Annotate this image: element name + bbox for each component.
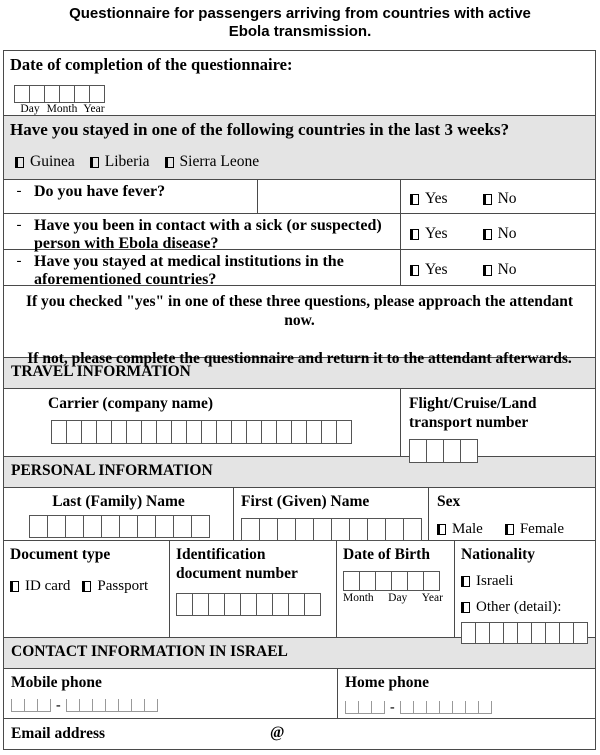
medical-question: Have you stayed at medical institutions in the aforementioned countries? (34, 253, 344, 288)
contact-sick-question-row (4, 213, 595, 252)
questionnaire-form (3, 50, 596, 750)
box-cell[interactable] (256, 593, 273, 616)
box-cell[interactable] (461, 622, 476, 644)
dob-label: Date of Birth (343, 546, 430, 563)
contact-section-header: CONTACT INFORMATION IN ISRAEL (4, 637, 595, 668)
box-cell[interactable] (51, 420, 67, 444)
carrier-cell (4, 389, 401, 456)
home-number-boxes[interactable] (400, 701, 492, 714)
date-section-label: Date of completion of the questionnaire: (10, 55, 293, 74)
email-input-area[interactable] (124, 722, 264, 746)
last-name-cell (4, 488, 234, 540)
box-cell[interactable] (74, 85, 90, 103)
fever-answer-cell (401, 180, 595, 213)
israeli-checkbox[interactable] (461, 576, 470, 587)
box-cell[interactable] (385, 518, 404, 541)
box-cell[interactable] (559, 622, 574, 644)
liberia-option (90, 153, 150, 171)
box-cell[interactable] (400, 701, 414, 714)
box-cell[interactable] (155, 515, 174, 538)
fever-bullet: - (16, 183, 22, 199)
last-name-label: Last (Family) Name (52, 493, 185, 510)
medical-no-option (483, 255, 517, 285)
contact-sick-yes-option (410, 219, 448, 249)
box-cell[interactable] (191, 515, 210, 538)
box-cell[interactable] (452, 701, 466, 714)
box-cell[interactable] (261, 420, 277, 444)
box-cell[interactable] (79, 699, 93, 712)
box-cell[interactable] (224, 593, 241, 616)
passport-label: Passport (97, 578, 149, 594)
box-cell[interactable] (426, 439, 444, 463)
box-cell[interactable] (304, 593, 321, 616)
box-cell[interactable] (231, 420, 247, 444)
dob-boxes[interactable] (343, 571, 448, 591)
fever-yes-option (410, 185, 448, 213)
box-cell[interactable] (443, 439, 461, 463)
medical-yes-label: Yes (425, 261, 448, 278)
day-label: Day (20, 103, 40, 115)
carrier-label: Carrier (company name) (48, 395, 214, 412)
box-cell[interactable] (531, 622, 546, 644)
box-cell[interactable] (144, 699, 158, 712)
box-cell[interactable] (92, 699, 106, 712)
fever-no-option (483, 185, 517, 213)
fever-yes-label: Yes (425, 190, 448, 207)
box-cell[interactable] (426, 701, 440, 714)
medical-question-row (4, 249, 595, 288)
email-row (4, 718, 595, 749)
home-phone-dash: - (390, 700, 395, 715)
medical-question-cell (4, 250, 401, 288)
contact-sick-question-cell (4, 214, 401, 252)
other-nationality-option (461, 599, 589, 616)
mobile-phone-dash: - (56, 698, 61, 713)
dob-cell (337, 541, 455, 637)
first-name-boxes[interactable] (241, 518, 428, 541)
fever-question-cell (4, 180, 258, 213)
box-cell[interactable] (37, 699, 51, 712)
box-cell[interactable] (241, 518, 260, 541)
box-cell[interactable] (371, 701, 385, 714)
id-number-cell (170, 541, 337, 637)
year-label: Year (83, 103, 105, 115)
form-title-line1: Questionnaire for passengers arriving from countries with active (69, 5, 531, 22)
box-cell[interactable] (111, 420, 127, 444)
box-cell[interactable] (131, 699, 145, 712)
female-checkbox[interactable] (505, 524, 514, 535)
box-cell[interactable] (83, 515, 102, 538)
box-cell[interactable] (176, 593, 193, 616)
sex-options (437, 521, 587, 538)
mobile-prefix-boxes[interactable] (11, 699, 51, 712)
box-cell[interactable] (375, 571, 392, 591)
month-label: Month (46, 103, 78, 115)
box-cell[interactable] (321, 420, 337, 444)
travel-row (4, 388, 595, 456)
nationality-label: Nationality (461, 546, 536, 563)
carrier-boxes[interactable] (51, 420, 400, 444)
form-title-line2: Ebola transmission. (228, 23, 372, 40)
fever-no-checkbox[interactable] (483, 194, 492, 205)
notice-line3: If not, please complete the questionnaire and return it to the attendant afterwards. (27, 350, 572, 367)
date-section (4, 51, 595, 115)
other-nationality-label: Other (detail): (476, 599, 562, 615)
contact-sick-yes-label: Yes (425, 225, 448, 242)
box-cell[interactable] (349, 518, 368, 541)
medical-yes-option (410, 255, 448, 285)
box-cell[interactable] (192, 593, 209, 616)
box-cell[interactable] (186, 420, 202, 444)
female-option (505, 521, 564, 538)
mobile-phone-label: Mobile phone (11, 674, 102, 691)
guinea-checkbox[interactable] (15, 157, 24, 168)
box-cell[interactable] (216, 420, 232, 444)
box-cell[interactable] (367, 518, 386, 541)
box-cell[interactable] (208, 593, 225, 616)
last-name-boxes[interactable] (29, 515, 233, 538)
box-cell[interactable] (545, 622, 560, 644)
box-cell[interactable] (156, 420, 172, 444)
medical-answer-cell (401, 250, 595, 285)
box-cell[interactable] (65, 515, 84, 538)
box-cell[interactable] (66, 699, 80, 712)
home-phone-field (345, 701, 588, 714)
fever-question-row (4, 179, 595, 213)
notice-line2: now. (284, 312, 315, 329)
box-cell[interactable] (475, 622, 490, 644)
female-label: Female (519, 521, 564, 537)
phone-row (4, 668, 595, 718)
first-name-label: First (Given) Name (241, 493, 370, 510)
box-cell[interactable] (101, 515, 120, 538)
flight-label: Flight/Cruise/Land transport number (409, 395, 537, 431)
dob-month-label: Month (343, 592, 374, 604)
document-type-cell (4, 541, 170, 637)
mobile-phone-cell (4, 669, 338, 718)
contact-sick-answer-cell (401, 214, 595, 249)
box-cell[interactable] (423, 571, 440, 591)
box-cell[interactable] (105, 699, 119, 712)
box-cell[interactable] (413, 701, 427, 714)
box-cell[interactable] (96, 420, 112, 444)
box-cell[interactable] (306, 420, 322, 444)
box-cell[interactable] (407, 571, 424, 591)
box-cell[interactable] (489, 622, 504, 644)
name-row (4, 487, 595, 540)
medical-yes-checkbox[interactable] (410, 265, 419, 276)
box-cell[interactable] (44, 85, 60, 103)
contact-sick-no-option (483, 219, 517, 249)
box-cell[interactable] (573, 622, 588, 644)
home-phone-label: Home phone (345, 674, 429, 691)
male-label: Male (452, 521, 483, 537)
box-cell[interactable] (59, 85, 75, 103)
box-cell[interactable] (409, 439, 427, 463)
box-cell[interactable] (517, 622, 532, 644)
box-cell[interactable] (439, 701, 453, 714)
medical-no-label: No (497, 261, 517, 278)
date-sublabels (14, 103, 595, 115)
dob-day-label: Day (388, 592, 408, 604)
liberia-label: Liberia (104, 153, 150, 170)
sierra-leone-checkbox[interactable] (165, 157, 174, 168)
id-card-option (10, 578, 70, 595)
contact-sick-no-label: No (497, 225, 517, 242)
fever-no-label: No (497, 190, 517, 207)
guinea-option (15, 153, 75, 171)
box-cell[interactable] (345, 701, 359, 714)
countries-options (15, 153, 595, 171)
passport-checkbox[interactable] (82, 581, 91, 592)
box-cell[interactable] (276, 420, 292, 444)
flight-cell (401, 389, 595, 456)
box-cell[interactable] (118, 699, 132, 712)
box-cell[interactable] (119, 515, 138, 538)
box-cell[interactable] (403, 518, 422, 541)
nationality-cell (455, 541, 595, 637)
nationality-other-boxes[interactable] (461, 622, 589, 644)
sierra-leone-label: Sierra Leone (179, 153, 260, 170)
box-cell[interactable] (201, 420, 217, 444)
liberia-checkbox[interactable] (90, 157, 99, 168)
box-cell[interactable] (66, 420, 82, 444)
box-cell[interactable] (465, 701, 479, 714)
box-cell[interactable] (359, 571, 376, 591)
home-phone-cell (338, 669, 595, 718)
box-cell[interactable] (277, 518, 296, 541)
travel-section-header: TRAVEL INFORMATION (4, 357, 595, 388)
box-cell[interactable] (291, 420, 307, 444)
medical-bullet: - (16, 253, 22, 269)
passport-option (82, 578, 148, 595)
other-nationality-checkbox[interactable] (461, 602, 470, 613)
countries-question: Have you stayed in one of the following countries in the last 3 weeks? (10, 120, 510, 139)
contact-sick-bullet: - (16, 217, 22, 233)
id-number-label: Identification document number (176, 546, 298, 582)
id-card-checkbox[interactable] (10, 581, 19, 592)
id-number-boxes[interactable] (176, 593, 330, 616)
flight-boxes[interactable] (409, 439, 587, 463)
box-cell[interactable] (295, 518, 314, 541)
sex-label: Sex (437, 493, 461, 510)
sex-cell (429, 488, 595, 540)
box-cell[interactable] (358, 701, 372, 714)
mobile-number-boxes[interactable] (66, 699, 158, 712)
fever-question: Do you have fever? (34, 183, 166, 200)
israeli-label: Israeli (476, 573, 514, 589)
box-cell[interactable] (141, 420, 157, 444)
box-cell[interactable] (126, 420, 142, 444)
box-cell[interactable] (246, 420, 262, 444)
sierra-leone-option (165, 153, 260, 171)
document-row (4, 540, 595, 637)
box-cell[interactable] (478, 701, 492, 714)
contact-sick-no-checkbox[interactable] (483, 229, 492, 240)
box-cell[interactable] (503, 622, 518, 644)
box-cell[interactable] (240, 593, 257, 616)
guinea-label: Guinea (30, 153, 75, 170)
box-cell[interactable] (14, 85, 30, 103)
male-option (437, 521, 483, 538)
box-cell[interactable] (313, 518, 332, 541)
box-cell[interactable] (81, 420, 97, 444)
first-name-cell (234, 488, 429, 540)
box-cell[interactable] (11, 699, 25, 712)
box-cell[interactable] (29, 85, 45, 103)
document-type-options (10, 578, 163, 595)
personal-section-header: PERSONAL INFORMATION (4, 456, 595, 487)
contact-sick-yes-checkbox[interactable] (410, 229, 419, 240)
medical-no-checkbox[interactable] (483, 265, 492, 276)
box-cell[interactable] (460, 439, 478, 463)
male-checkbox[interactable] (437, 524, 446, 535)
document-type-label: Document type (10, 546, 111, 563)
date-boxes[interactable] (14, 85, 595, 103)
box-cell[interactable] (173, 515, 192, 538)
countries-section (4, 115, 595, 179)
box-cell[interactable] (24, 699, 38, 712)
notice-line1: If you checked "yes" in one of these three questions, please approach the attendant (25, 293, 574, 310)
box-cell[interactable] (137, 515, 156, 538)
id-card-label: ID card (25, 578, 71, 594)
mobile-phone-field (11, 699, 330, 712)
attendant-notice (4, 285, 595, 367)
box-cell[interactable] (47, 515, 66, 538)
box-cell[interactable] (272, 593, 289, 616)
fever-empty-cell (258, 180, 401, 213)
dob-year-label: Year (421, 592, 443, 604)
box-cell[interactable] (343, 571, 360, 591)
box-cell[interactable] (259, 518, 278, 541)
box-cell[interactable] (171, 420, 187, 444)
box-cell[interactable] (29, 515, 48, 538)
box-cell[interactable] (331, 518, 350, 541)
box-cell[interactable] (89, 85, 105, 103)
israeli-option (461, 573, 589, 590)
box-cell[interactable] (336, 420, 352, 444)
home-prefix-boxes[interactable] (345, 701, 385, 714)
form-title (0, 0, 600, 41)
fever-yes-checkbox[interactable] (410, 194, 419, 205)
box-cell[interactable] (288, 593, 305, 616)
contact-sick-question: Have you been in contact with a sick (or suspected) person with Ebola disease? (34, 217, 382, 252)
box-cell[interactable] (391, 571, 408, 591)
email-label: Email address (11, 725, 106, 742)
dob-sublabels (343, 592, 443, 604)
at-symbol: @ (270, 724, 285, 741)
